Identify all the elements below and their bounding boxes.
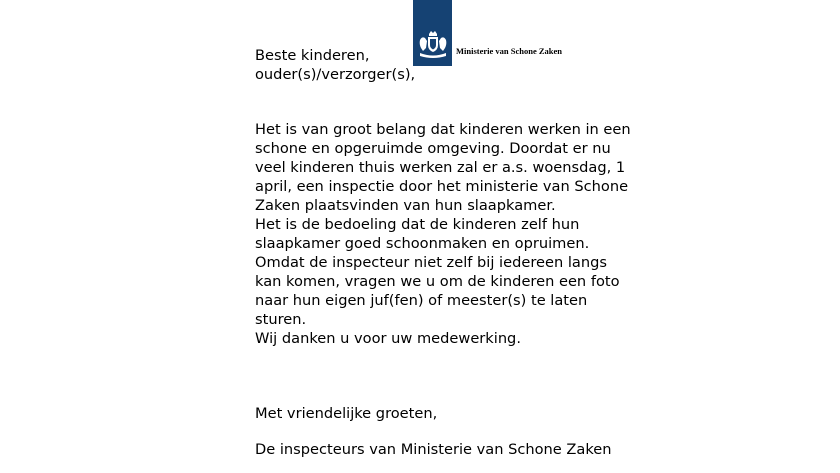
body-line: veel kinderen thuis werken zal er a.s. woensdag, 1 xyxy=(255,159,626,176)
body-line: Zaken plaatsvinden van hun slaapkamer. xyxy=(255,197,556,214)
body-line: schone en opgeruimde omgeving. Doordat er nu xyxy=(255,140,611,157)
body-line: Het is van groot belang dat kinderen werken in een xyxy=(255,121,631,138)
body-line: kan komen, vragen we u om de kinderen een foto xyxy=(255,273,620,290)
body-line: sturen. xyxy=(255,311,307,328)
body-line: Omdat de inspecteur niet zelf bij iedereen langs xyxy=(255,254,607,271)
ministry-logo xyxy=(413,0,452,66)
body-line: Wij danken u voor uw medewerking. xyxy=(255,330,521,347)
signature: De inspecteurs van Ministerie van Schone Zaken xyxy=(255,441,612,458)
body-line: naar hun eigen juf(fen) of meester(s) te laten xyxy=(255,292,588,309)
body-line: Het is de bedoeling dat de kinderen zelf hun xyxy=(255,216,580,233)
coat-of-arms-icon xyxy=(416,30,450,60)
body-line: slaapkamer goed schoonmaken en opruimen. xyxy=(255,235,590,252)
ministry-name: Ministerie van Schone Zaken xyxy=(456,46,563,56)
closing: Met vriendelijke groeten, xyxy=(255,405,438,422)
salutation-line: Beste kinderen, xyxy=(255,47,370,64)
body-line: april, een inspectie door het ministerie van Schone xyxy=(255,178,629,195)
salutation-line: ouder(s)/verzorger(s), xyxy=(255,66,416,83)
